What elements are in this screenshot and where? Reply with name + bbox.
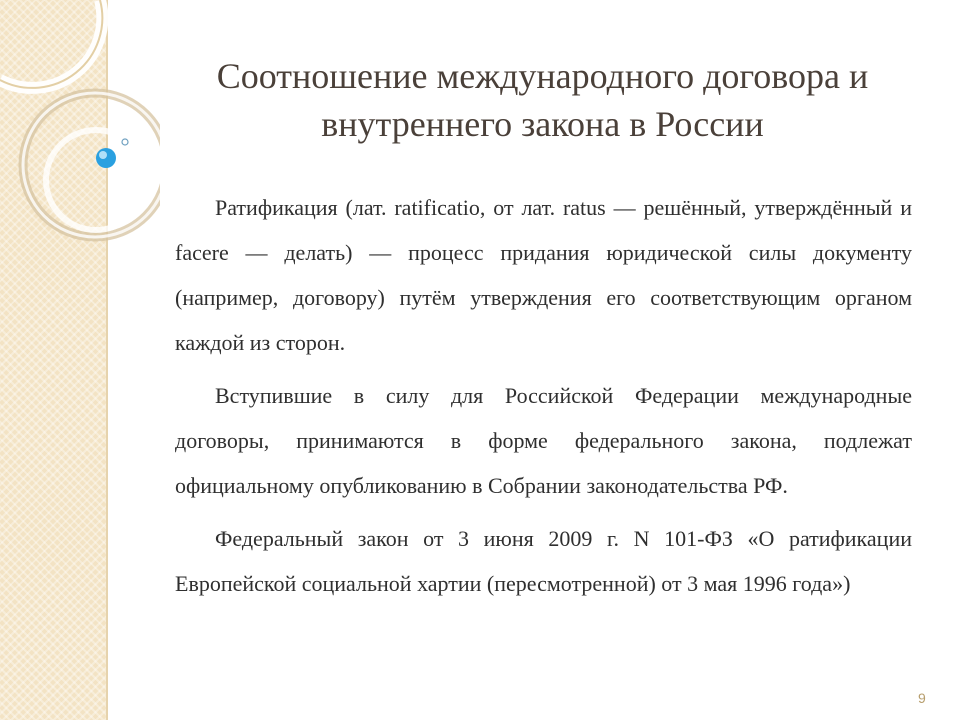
decorative-arc-icon [0,0,160,260]
slide-number: 9 [918,690,926,706]
paragraph-ratification: Ратификация (лат. ratificatio, от лат. ratus — решённый, утверждённый и facere — делать) — процесс придания юридической силы документу (например, договору) путём утверждения его соответствующим органом каждой из сторон. [175,195,912,355]
paragraph-international-treaties: Вступившие в силу для Российской Федерации международные договоры, принимаются в форме федерального закона, подлежат официальному опубликованию в Собрании законодательства РФ. [175,383,912,498]
slide-body [175,185,912,614]
paragraph-federal-law: Федеральный закон от 3 июня 2009 г. N 101-ФЗ «О ратификации Европейской социальной хартии (пересмотренной) от 3 мая 1996 года») [175,526,912,596]
blue-bullet-icon [96,148,116,168]
slide-title: Соотношение международного договора и внутреннего закона в России [216,56,869,144]
